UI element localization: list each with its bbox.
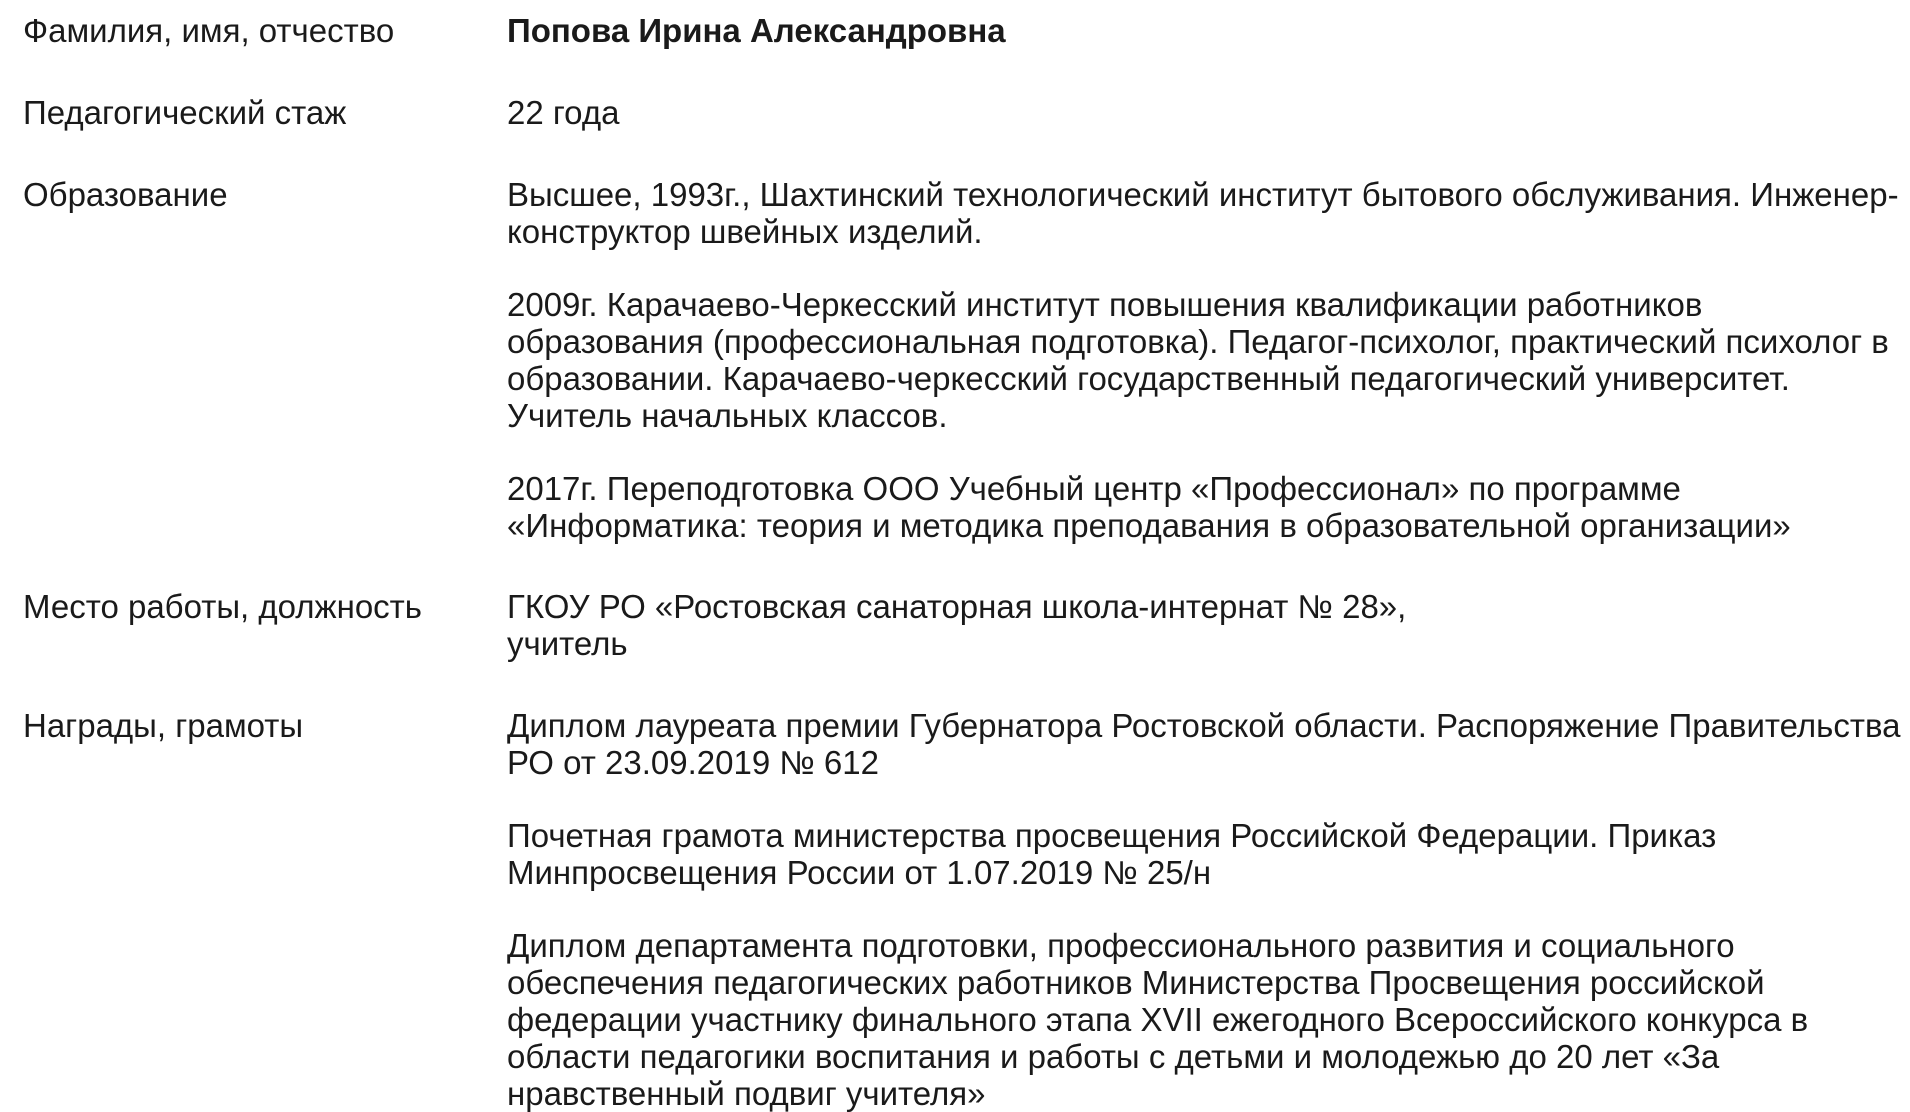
education-entry: Высшее, 1993г., Шахтинский технологический институт бытового обслуживания. Инженер-конструктор швейных изделий. xyxy=(507,176,1899,250)
workplace-value: ГКОУ РО «Ростовская санаторная школа-интернат № 28», учитель xyxy=(507,588,1407,662)
award-entry: Диплом департамента подготовки, профессионального развития и социального обеспечения педагогических работников Министерства Просвещения российской федерации участнику финального этапа XVII ежегодного Всероссийского конкурса в области педагогики воспитания и работы с детьми и молодежью до 20 лет «За нравственный подвиг учителя» xyxy=(507,927,1809,1112)
profile-row-education xyxy=(23,176,1910,588)
workplace-value-cell xyxy=(507,588,1902,662)
full-name-label: Фамилия, имя, отчество xyxy=(23,12,395,49)
education-entry: 2009г. Карачаево-Черкесский институт повышения квалификации работников образования (профессиональная подготовка). Педагог-психолог, практический психолог в образовании. Карачаево-черкесский государственный педагогический университет. Учитель начальных классов. xyxy=(507,286,1889,434)
full-name-value: Попова Ирина Александровна xyxy=(507,12,1006,49)
education-label: Образование xyxy=(23,176,228,213)
award-entry: Диплом лауреата премии Губернатора Ростовской области. Распоряжение Правительства РО от 23.09.2019 № 612 xyxy=(507,707,1901,781)
education-entry: 2017г. Переподготовка ООО Учебный центр «Профессионал» по программе «Информатика: теория и методика преподавания в образовательной организации» xyxy=(507,470,1791,544)
teaching-experience-value-cell xyxy=(507,94,1902,131)
profile-row-workplace xyxy=(23,588,1910,707)
teaching-experience-label: Педагогический стаж xyxy=(23,94,347,131)
award-entry: Почетная грамота министерства просвещения Российской Федерации. Приказ Минпросвещения России от 1.07.2019 № 25/н xyxy=(507,817,1717,891)
profile-row-full-name xyxy=(23,12,1910,94)
awards-value-cell xyxy=(507,707,1902,1112)
profile-row-teaching-experience xyxy=(23,94,1910,176)
education-value-cell xyxy=(507,176,1902,544)
workplace-label: Место работы, должность xyxy=(23,588,422,625)
teaching-experience-value: 22 года xyxy=(507,94,620,131)
awards-label: Награды, грамоты xyxy=(23,707,304,744)
profile-row-awards xyxy=(23,707,1910,1112)
full-name-value-cell xyxy=(507,12,1902,49)
